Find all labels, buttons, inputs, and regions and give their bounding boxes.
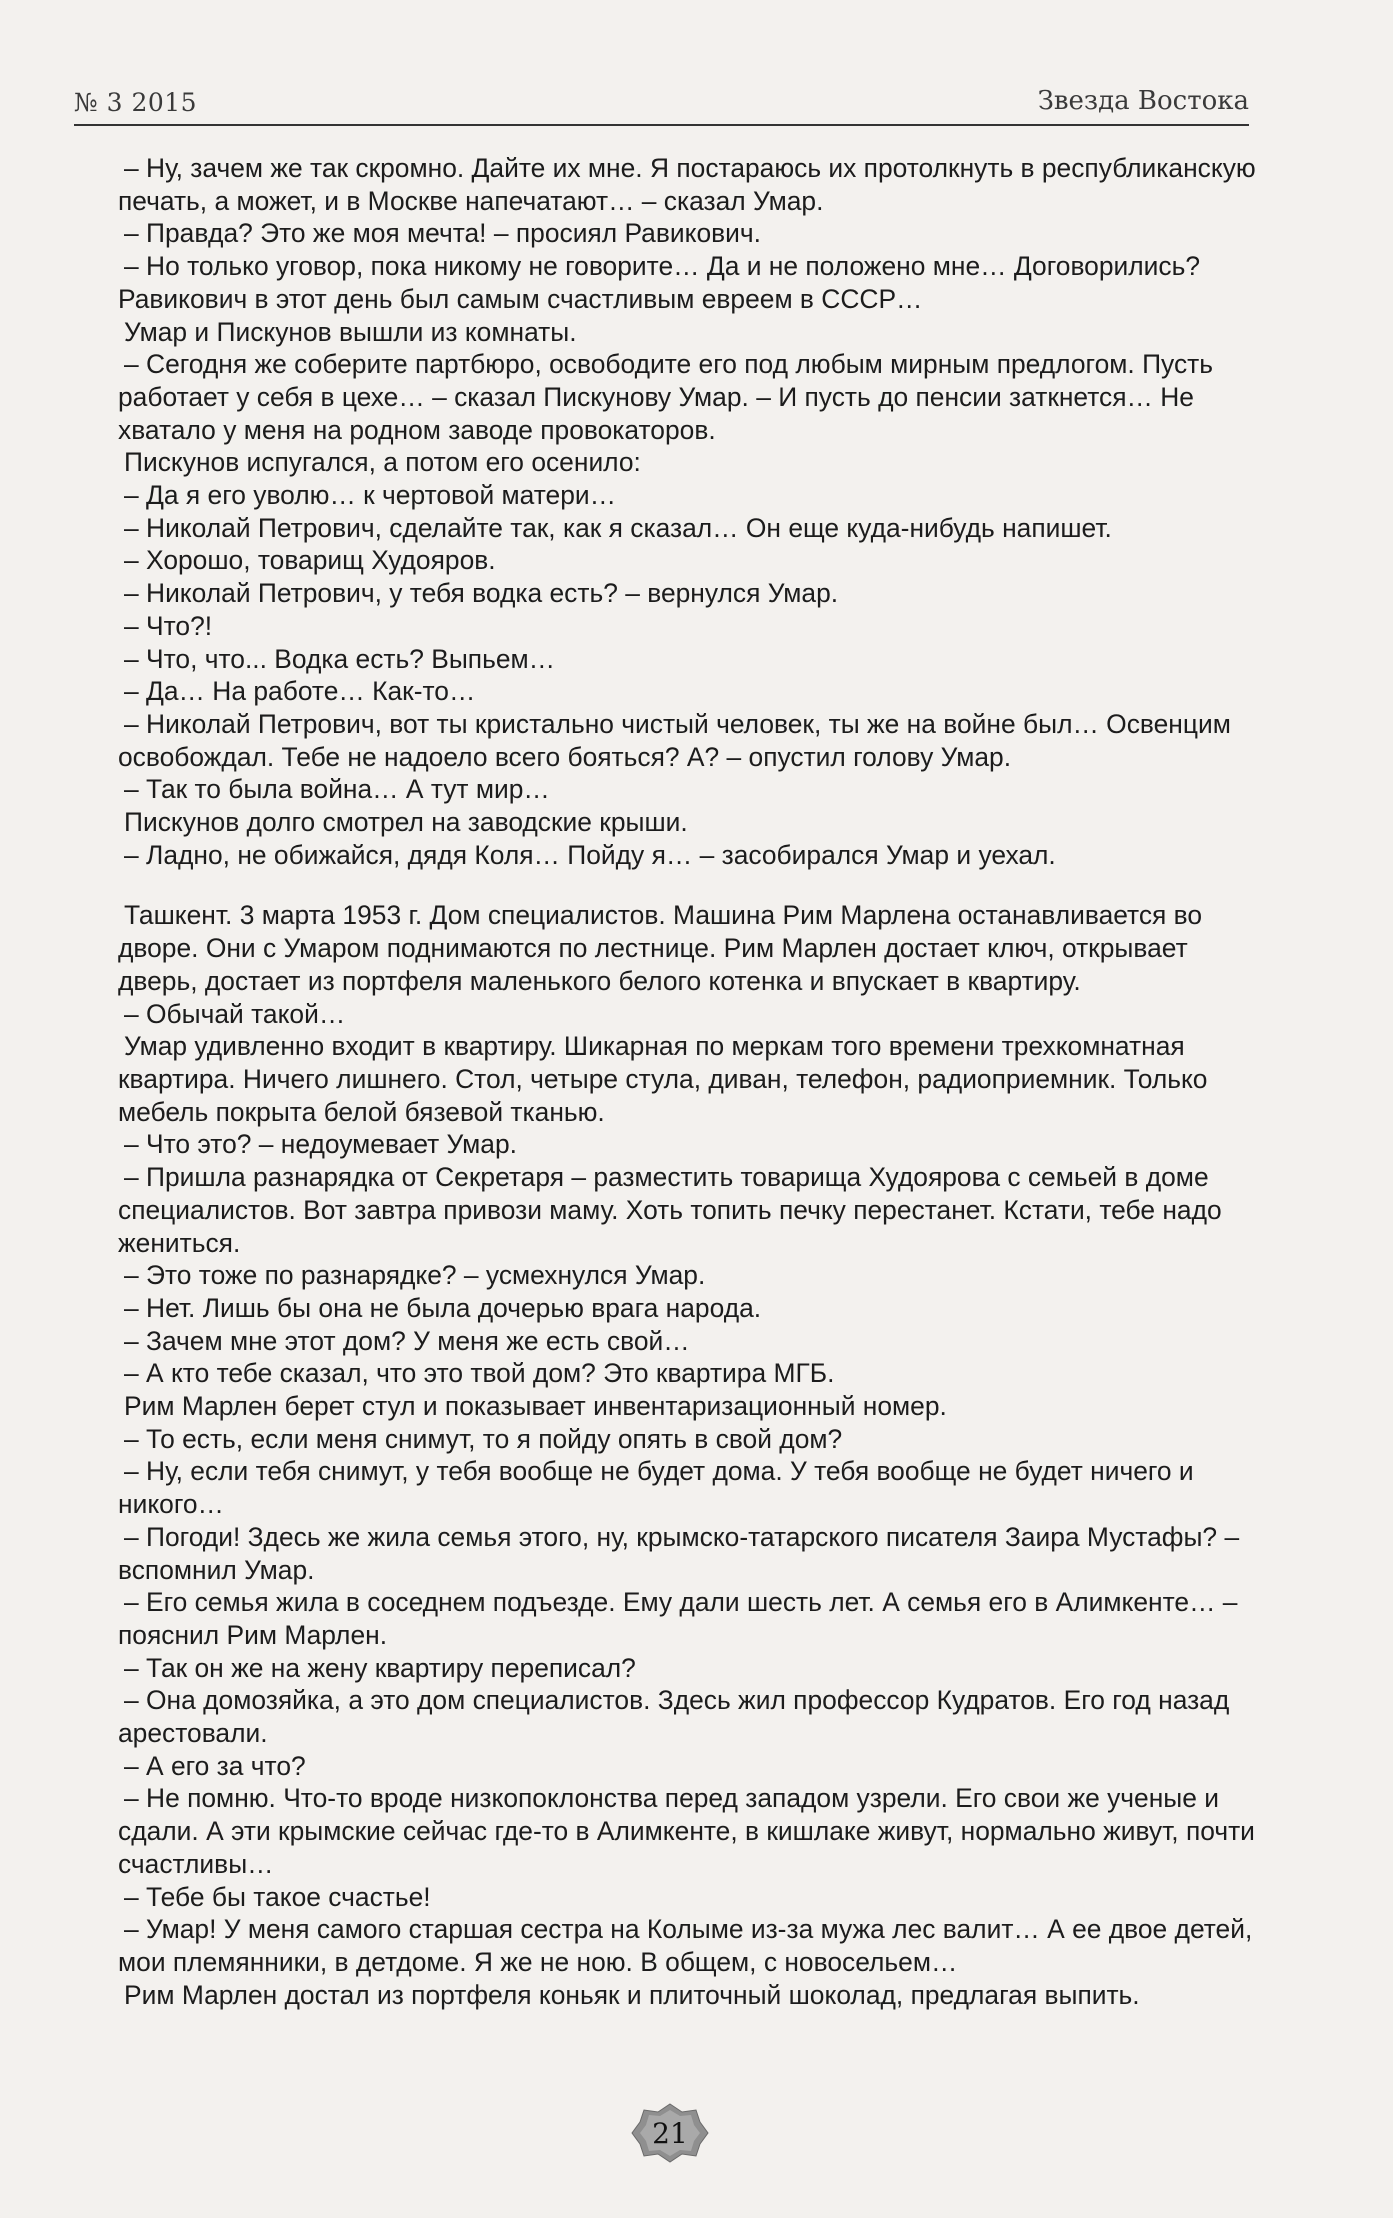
paragraph: Ташкент. 3 марта 1953 г. Дом специалистов. Машина Рим Марлена останавливается во дворе. Они с Умаром поднимаются по лестнице. Рим Марлен достает ключ, открывает дверь, достает из портфеля маленького белого котенка и впускает в квартиру. (118, 900, 1203, 996)
paragraph: – Ладно, не обижайся, дядя Коля… Пойду я… – засобирался Умар и уехал. (124, 839, 1056, 870)
paragraph: – Нет. Лишь бы она не была дочерью врага народа. (124, 1292, 762, 1323)
paragraph: – Но только уговор, пока никому не говорите… Да и не положено мне… Договорились? Равикович в этот день был самым счастливым евреем в СССР… (118, 251, 1201, 314)
paragraph: – Так он же на жену квартиру переписал? (124, 1652, 636, 1683)
paragraph: – Пришла разнарядка от Секретаря – разместить товарища Худоярова с семьей в доме специалистов. Вот завтра привози маму. Хоть топить печку перестанет. Кстати, тебе надо жениться. (118, 1162, 1222, 1258)
paragraph: – Николай Петрович, у тебя водка есть? – вернулся Умар. (124, 578, 839, 609)
paragraph: – Да… На работе… Как-то… (124, 676, 476, 707)
paragraph: – Тебе бы такое счастье! (124, 1881, 431, 1912)
paragraph: – Это тоже по разнарядке? – усмехнулся Умар. (124, 1260, 706, 1291)
paragraph: Рим Марлен берет стул и показывает инвентаризационный номер. (124, 1391, 947, 1422)
paragraph: – Сегодня же соберите партбюро, освободите его под любым мирным предлогом. Пусть работает у себя в цехе… – сказал Пискунову Умар. – И пусть до пенсии заткнется… Не хватало у меня на родном заводе провокаторов. (118, 349, 1213, 445)
paragraph: – То есть, если меня снимут, то я пойду опять в свой дом? (124, 1423, 843, 1454)
paragraph: – Да я его уволю… к чертовой матери… (124, 480, 617, 511)
paragraph: – Николай Петрович, сделайте так, как я сказал… Он еще куда-нибудь напишет. (124, 512, 1112, 543)
paragraph: – Что, что... Водка есть? Выпьем… (124, 643, 556, 674)
running-header (74, 84, 1249, 126)
paragraph: – Погоди! Здесь же жила семья этого, ну, крымско-татарского писателя Заира Мустафы? – вспомнил Умар. (118, 1521, 1240, 1585)
paragraph: – Ну, зачем же так скромно. Дайте их мне. Я постараюсь их протолкнуть в республиканскую печать, а может, и в Москве напечатают… – сказал Умар. (118, 153, 1256, 216)
paragraph: Рим Марлен достал из портфеля коньяк и плиточный шоколад, предлагая выпить. (124, 1979, 1140, 2010)
paragraph: – Хорошо, товарищ Худояров. (124, 545, 496, 576)
paragraph: – Что?! (124, 610, 213, 641)
body-text (118, 152, 1260, 2011)
paragraph: Умар и Пискунов вышли из комнаты. (124, 316, 577, 347)
paragraph: – Так то была война… А тут мир… (124, 774, 550, 805)
paragraph: Пискунов испугался, а потом его осенило: (124, 447, 641, 478)
paragraph: – Зачем мне этот дом? У меня же есть свой… (124, 1325, 690, 1356)
paragraph: – Правда? Это же моя мечта! – просиял Равикович. (124, 218, 761, 249)
page-number: 21 (652, 2116, 688, 2150)
issue-number: № 3 2015 (74, 88, 198, 117)
paragraph: Пискунов долго смотрел на заводские крыши. (124, 807, 688, 838)
paragraph: – А его за что? (124, 1750, 306, 1781)
journal-title: Звезда Востока (1037, 86, 1249, 116)
paragraph: – Умар! У меня самого старшая сестра на Колыме из-за мужа лес валит… А ее двое детей, мои племянники, в детдоме. Я же не ною. В общем, с новосельем… (118, 1914, 1253, 1977)
paragraph: Умар удивленно входит в квартиру. Шикарная по меркам того времени трехкомнатная квартира. Ничего лишнего. Стол, четыре стула, диван, телефон, радиоприемник. Только мебель покрыта белой бязевой тканью. (118, 1031, 1208, 1127)
paragraph: – Николай Петрович, вот ты кристально чистый человек, ты же на войне был… Освенцим освобождал. Тебе не надоело всего бояться? А? – опустил голову Умар. (118, 708, 1231, 772)
paragraph: – Обычай такой… (124, 998, 346, 1029)
paragraph: – Ну, если тебя снимут, у тебя вообще не будет дома. У тебя вообще не будет ничего и никого… (118, 1456, 1194, 1520)
paragraph: – Его семья жила в соседнем подъезде. Ему дали шесть лет. А семья его в Алимкенте… – пояснил Рим Марлен. (118, 1587, 1238, 1650)
paragraph: – Она домозяйка, а это дом специалистов. Здесь жил профессор Кудратов. Его год назад арестовали. (118, 1685, 1230, 1749)
page-number-badge (630, 2102, 710, 2164)
paragraph: – Что это? – недоумевает Умар. (124, 1129, 517, 1160)
paragraph: – Не помню. Что-то вроде низкопоклонства перед западом узрели. Его свои же ученые и сдали. А эти крымские сейчас где-то в Алимкенте, в кишлаке живут, нормально живут, почти счастливы… (118, 1783, 1255, 1879)
paragraph: – А кто тебе сказал, что это твой дом? Это квартира МГБ. (124, 1358, 835, 1389)
